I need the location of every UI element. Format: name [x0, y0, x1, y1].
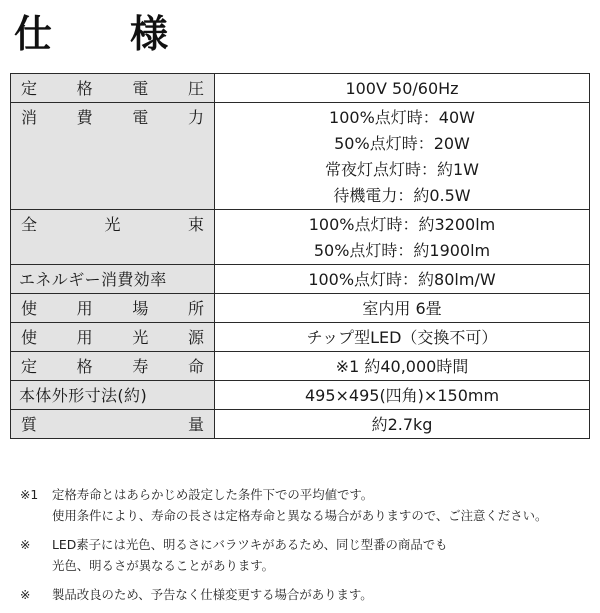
spec-label-cell	[11, 323, 215, 352]
spec-label-cell	[11, 381, 215, 410]
note-line: 製品改良のため、予告なく仕様変更する場合があります。	[52, 587, 373, 602]
spec-label-cell	[11, 74, 215, 103]
spec-label: 全 光 束	[21, 215, 204, 234]
spec-value: ※1 約40,000時間	[335, 357, 469, 376]
spec-row	[11, 210, 590, 265]
note-text	[52, 484, 547, 526]
spec-label: 使 用 光 源	[21, 328, 204, 347]
spec-value-cell	[215, 410, 590, 439]
spec-value: 495×495(四角)×150mm	[304, 386, 500, 405]
note-mark: ※1	[20, 487, 39, 502]
spec-row	[11, 410, 590, 439]
spec-value: 室内用 6畳	[362, 299, 442, 318]
spec-value: 50%点灯時：約1900lm	[313, 241, 491, 260]
spec-label: 定 格 電 圧	[21, 79, 204, 98]
spec-value: 約2.7kg	[371, 415, 433, 434]
spec-value: チップ型LED（交換不可）	[306, 328, 498, 347]
note-line: 定格寿命とはあらかじめ設定した条件下での平均値です。	[52, 487, 374, 502]
note-mark: ※	[20, 587, 31, 602]
spec-value: 50%点灯時：20W	[334, 134, 470, 153]
spec-table	[10, 73, 590, 439]
spec-label: 本体外形寸法(約)	[19, 386, 148, 405]
spec-label-cell	[11, 410, 215, 439]
spec-label-cell	[11, 352, 215, 381]
spec-row	[11, 294, 590, 323]
spec-row	[11, 352, 590, 381]
note-text	[52, 584, 373, 605]
note-line: 使用条件により、寿命の長さは定格寿命と異なる場合がありますので、ご注意ください。	[52, 508, 548, 523]
spec-table-body	[11, 74, 590, 439]
spec-label: 消 費 電 力	[21, 108, 204, 127]
spec-value: 100V 50/60Hz	[345, 79, 459, 98]
note-text	[52, 534, 448, 576]
notes-section	[20, 484, 590, 613]
spec-row	[11, 265, 590, 294]
page-title: 仕 様	[14, 12, 189, 56]
spec-row	[11, 323, 590, 352]
spec-label: 質 量	[21, 415, 204, 434]
note-line: LED素子には光色、明るさにバラツキがあるため、同じ型番の商品でも	[52, 537, 448, 552]
spec-value-cell	[215, 210, 590, 265]
spec-value: 100%点灯時：約3200lm	[308, 215, 496, 234]
spec-label-cell	[11, 265, 215, 294]
spec-value: 待機電力：約0.5W	[333, 186, 471, 205]
spec-label-cell	[11, 294, 215, 323]
spec-value: 100%点灯時：40W	[329, 108, 475, 127]
spec-value-cell	[215, 381, 590, 410]
spec-value-cell	[215, 323, 590, 352]
spec-value-cell	[215, 74, 590, 103]
spec-row	[11, 103, 590, 210]
spec-label: 定 格 寿 命	[21, 357, 204, 376]
spec-value-cell	[215, 294, 590, 323]
note-item	[20, 534, 590, 576]
spec-label-cell	[11, 210, 215, 265]
spec-value-cell	[215, 265, 590, 294]
note-line: 光色、明るさが異なることがあります。	[52, 558, 275, 573]
spec-row	[11, 74, 590, 103]
spec-value-cell	[215, 103, 590, 210]
spec-value: 100%点灯時：約80lm/W	[308, 270, 496, 289]
spec-value-cell	[215, 352, 590, 381]
spec-label: エネルギー消費効率	[19, 270, 167, 289]
note-item	[20, 584, 590, 605]
spec-row	[11, 381, 590, 410]
note-item	[20, 484, 590, 526]
spec-label-cell	[11, 103, 215, 210]
note-mark: ※	[20, 537, 31, 552]
spec-value: 常夜灯点灯時：約1W	[324, 160, 479, 179]
spec-label: 使 用 場 所	[21, 299, 204, 318]
